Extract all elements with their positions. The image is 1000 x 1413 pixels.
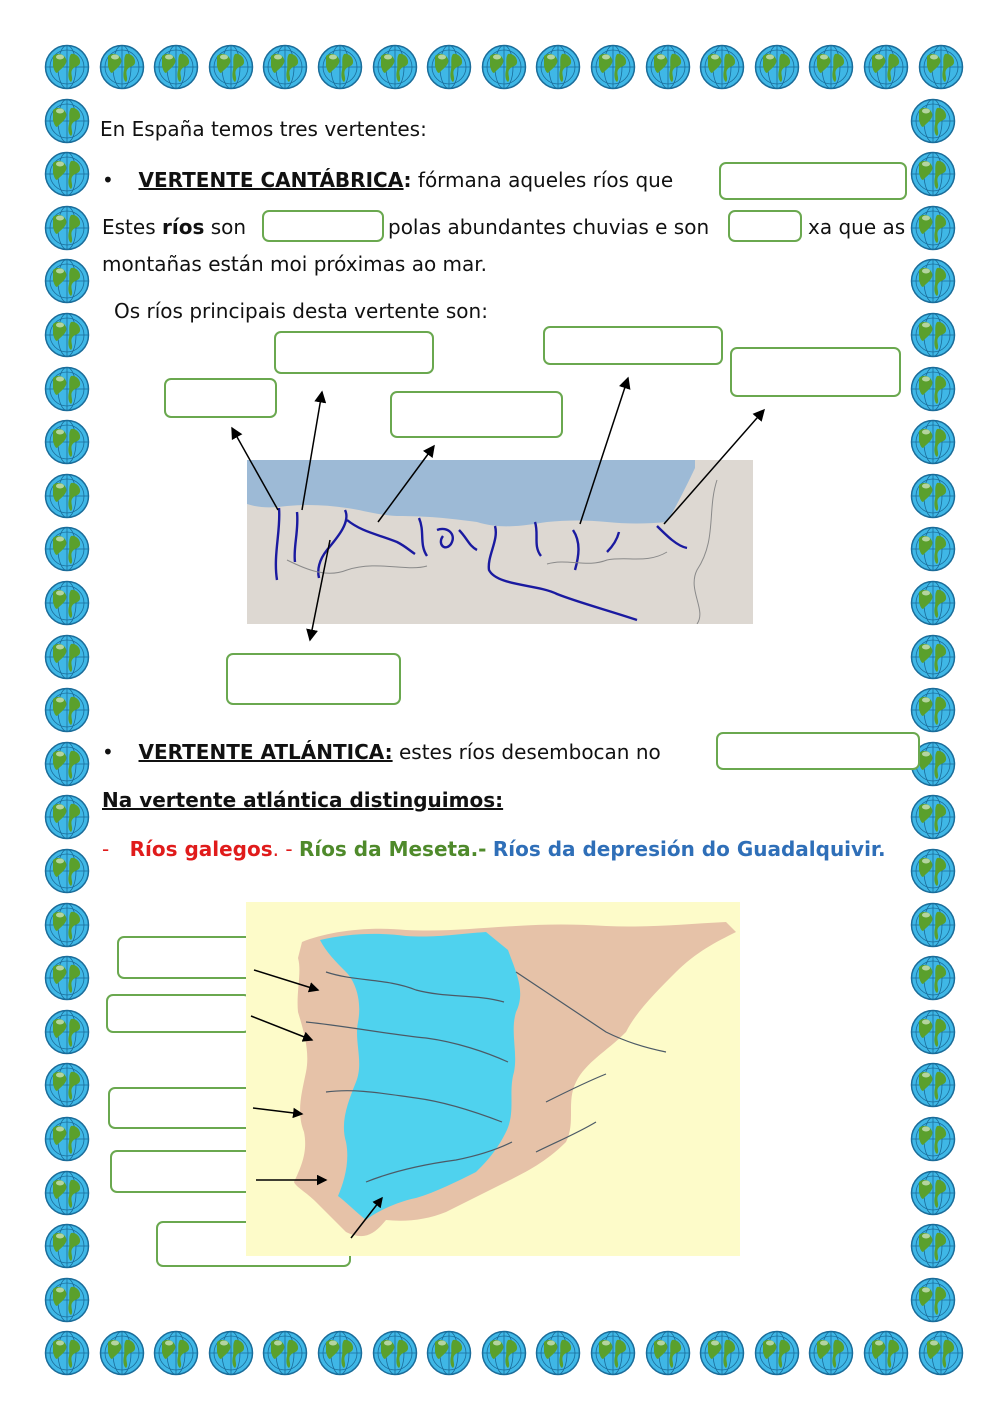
dash-1: - — [102, 837, 110, 861]
globe-icon — [44, 1330, 90, 1376]
globe-icon — [317, 1330, 363, 1376]
distinguimos-text — [102, 788, 503, 812]
globe-icon — [426, 1330, 472, 1376]
bullet-icon: • — [102, 168, 114, 192]
cantabrico-river-box-6[interactable] — [226, 653, 401, 705]
globe-icon — [481, 44, 527, 90]
atlantica-line — [102, 740, 661, 764]
globe-icon — [44, 1062, 90, 1108]
globe-icon — [910, 1116, 956, 1162]
globe-icon — [699, 1330, 745, 1376]
principais-text: Os ríos principais desta vertente son: — [114, 299, 488, 323]
globe-icon — [808, 44, 854, 90]
cantabrica-text: fórmana aqueles ríos que — [417, 168, 674, 192]
blank-caudalosos[interactable] — [262, 210, 384, 242]
globe-icon — [808, 1330, 854, 1376]
globe-icon — [910, 419, 956, 465]
estes-rios-a — [102, 215, 246, 239]
globe-icon — [99, 1330, 145, 1376]
globe-icon — [645, 1330, 691, 1376]
cantabrian-map-svg — [247, 460, 753, 624]
globe-icon — [863, 44, 909, 90]
cantabrian-map — [247, 460, 753, 624]
river-groups — [102, 837, 886, 861]
cantabrico-river-box-3[interactable] — [390, 391, 563, 438]
estes-rios-c: polas abundantes chuvias e son — [388, 215, 710, 239]
globe-icon — [535, 44, 581, 90]
blank-rios-que[interactable] — [719, 162, 907, 200]
cantabrica-heading: VERTENTE CANTÁBRICA — [138, 168, 404, 192]
globe-icon — [918, 1330, 964, 1376]
cantabrico-river-box-4[interactable] — [543, 326, 723, 365]
globe-icon — [645, 44, 691, 90]
bullet-icon: • — [102, 740, 114, 764]
atlantica-text: estes ríos desembocan no — [398, 740, 661, 764]
globe-icon — [44, 687, 90, 733]
iberia-map — [246, 902, 740, 1256]
globe-icon — [910, 473, 956, 519]
globe-icon — [910, 98, 956, 144]
globe-icon — [99, 44, 145, 90]
globe-icon — [44, 580, 90, 626]
globe-icon — [44, 902, 90, 948]
estes-rios-d: xa que as — [808, 215, 906, 239]
globe-icon — [910, 634, 956, 680]
globe-icon — [44, 526, 90, 572]
globe-icon — [44, 741, 90, 787]
blank-oceano[interactable] — [716, 732, 920, 770]
atlantic-river-box-3[interactable] — [108, 1087, 253, 1129]
distinguimos-label: Na vertente atlántica distinguimos: — [102, 788, 504, 812]
globe-icon — [910, 258, 956, 304]
globe-icon — [910, 794, 956, 840]
globe-icon — [317, 44, 363, 90]
globe-icon — [44, 848, 90, 894]
cantabrica-line — [102, 168, 673, 192]
globe-icon — [44, 151, 90, 197]
globe-icon — [481, 1330, 527, 1376]
globe-icon — [910, 1062, 956, 1108]
globe-icon — [910, 366, 956, 412]
globe-icon — [44, 473, 90, 519]
globe-icon — [44, 258, 90, 304]
rios-meseta: Ríos da Meseta.- — [298, 837, 487, 861]
globe-icon — [372, 1330, 418, 1376]
globe-icon — [44, 366, 90, 412]
globe-icon — [208, 44, 254, 90]
heading-colon: : — [403, 168, 412, 192]
globe-icon — [918, 44, 964, 90]
globe-icon — [44, 634, 90, 680]
globe-icon — [44, 205, 90, 251]
dot-1: . — [272, 837, 279, 861]
globe-icon — [426, 44, 472, 90]
globe-icon — [590, 1330, 636, 1376]
rios-word: ríos — [161, 215, 205, 239]
cantabrico-river-box-2[interactable] — [274, 331, 434, 374]
globe-icon — [153, 1330, 199, 1376]
globe-icon — [44, 1170, 90, 1216]
atlantic-river-box-1[interactable] — [117, 936, 254, 979]
globe-icon — [262, 44, 308, 90]
son-word: son — [210, 215, 247, 239]
globe-icon — [208, 1330, 254, 1376]
globe-icon — [44, 794, 90, 840]
globe-icon — [153, 44, 199, 90]
globe-icon — [910, 151, 956, 197]
atlantica-heading: VERTENTE ATLÁNTICA: — [138, 740, 393, 764]
globe-icon — [910, 580, 956, 626]
globe-icon — [590, 44, 636, 90]
globe-icon — [535, 1330, 581, 1376]
globe-icon — [44, 419, 90, 465]
globe-icon — [863, 1330, 909, 1376]
globe-icon — [44, 955, 90, 1001]
globe-icon — [910, 1170, 956, 1216]
globe-icon — [910, 205, 956, 251]
globe-icon — [754, 44, 800, 90]
globe-icon — [262, 1330, 308, 1376]
montanas-text: montañas están moi próximas ao mar. — [102, 252, 488, 276]
cantabrico-river-box-1[interactable] — [164, 378, 277, 418]
globe-icon — [910, 312, 956, 358]
atlantic-river-box-4[interactable] — [110, 1150, 256, 1193]
globe-icon — [910, 1223, 956, 1269]
globe-icon — [44, 312, 90, 358]
globe-icon — [372, 44, 418, 90]
globe-icon — [44, 1223, 90, 1269]
globe-icon — [910, 687, 956, 733]
globe-icon — [44, 1277, 90, 1323]
atlantic-river-box-2[interactable] — [106, 994, 251, 1033]
globe-icon — [910, 1009, 956, 1055]
globe-icon — [910, 955, 956, 1001]
rios-guadalquivir: Ríos da depresión do Guadalquivir. — [492, 837, 886, 861]
globe-icon — [44, 1116, 90, 1162]
blank-curtos[interactable] — [728, 210, 802, 242]
globe-icon — [910, 526, 956, 572]
globe-icon — [910, 848, 956, 894]
iberia-map-svg — [246, 902, 740, 1256]
rios-galegos: Ríos galegos — [129, 837, 273, 861]
globe-icon — [44, 44, 90, 90]
globe-icon — [910, 902, 956, 948]
cantabrico-river-box-5[interactable] — [730, 347, 901, 397]
globe-icon — [44, 98, 90, 144]
globe-icon — [44, 1009, 90, 1055]
dash-2: - — [285, 837, 293, 861]
globe-icon — [910, 1277, 956, 1323]
estes-word: Estes — [102, 215, 156, 239]
globe-icon — [754, 1330, 800, 1376]
intro-text: En España temos tres vertentes: — [100, 117, 427, 141]
globe-icon — [699, 44, 745, 90]
